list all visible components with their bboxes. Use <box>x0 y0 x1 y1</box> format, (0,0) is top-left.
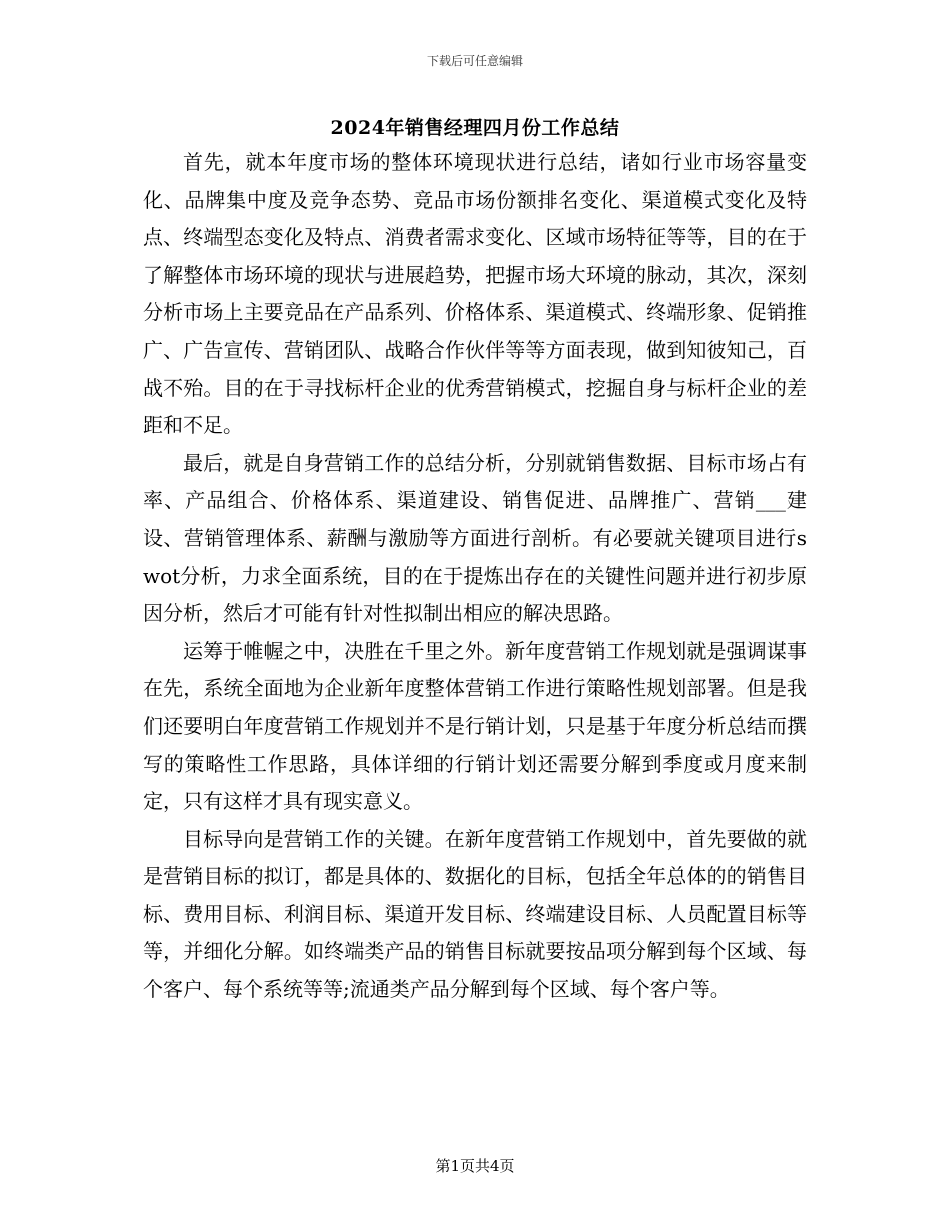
document-title: 2024年销售经理四月份工作总结 <box>330 117 620 139</box>
paragraph: 运筹于帷幄之中，决胜在千里之外。新年度营销工作规划就是强调谋事在先，系统全面地为企业新年度整体营销工作进行策略性规划部署。但是我们还要明白年度营销工作规划并不是行销计划，只是基于年度分析总结而撰写的策略性工作思路，具体详细的行销计划还需要分解到季度或月度来制定，只有这样才具有现实意义。 <box>143 638 807 814</box>
page-header-note: 下载后可任意编辑 <box>426 54 523 68</box>
document-body <box>143 144 807 1009</box>
paragraph: 最后，就是自身营销工作的总结分析，分别就销售数据、目标市场占有率、产品组合、价格体系、渠道建设、销售促进、品牌推广、营销___建设、营销管理体系、薪酬与激励等方面进行剖析。有必要就关键项目进行swot分析，力求全面系统，目的在于提炼出存在的关键性问题并进行初步原因分析，然后才可能有针对性拟制出相应的解决思路。 <box>143 450 807 626</box>
paragraph: 目标导向是营销工作的关键。在新年度营销工作规划中，首先要做的就是营销目标的拟订，都是具体的、数据化的目标，包括全年总体的的销售目标、费用目标、利润目标、渠道开发目标、终端建设目标、人员配置目标等等，并细化分解。如终端类产品的销售目标就要按品项分解到每个区域、每个客户、每个系统等等;流通类产品分解到每个区域、每个客户等。 <box>143 826 807 1002</box>
paragraph: 首先，就本年度市场的整体环境现状进行总结，诸如行业市场容量变化、品牌集中度及竞争态势、竞品市场份额排名变化、渠道模式变化及特点、终端型态变化及特点、消费者需求变化、区域市场特征等等，目的在于了解整体市场环境的现状与进展趋势，把握市场大环境的脉动，其次，深刻分析市场上主要竞品在产品系列、价格体系、渠道模式、终端形象、促销推广、广告宣传、营销团队、战略合作伙伴等等方面表现，做到知彼知己，百战不殆。目的在于寻找标杆企业的优秀营销模式，挖掘自身与标杆企业的差距和不足。 <box>143 150 807 438</box>
page-number: 第1页共4页 <box>435 1157 515 1175</box>
